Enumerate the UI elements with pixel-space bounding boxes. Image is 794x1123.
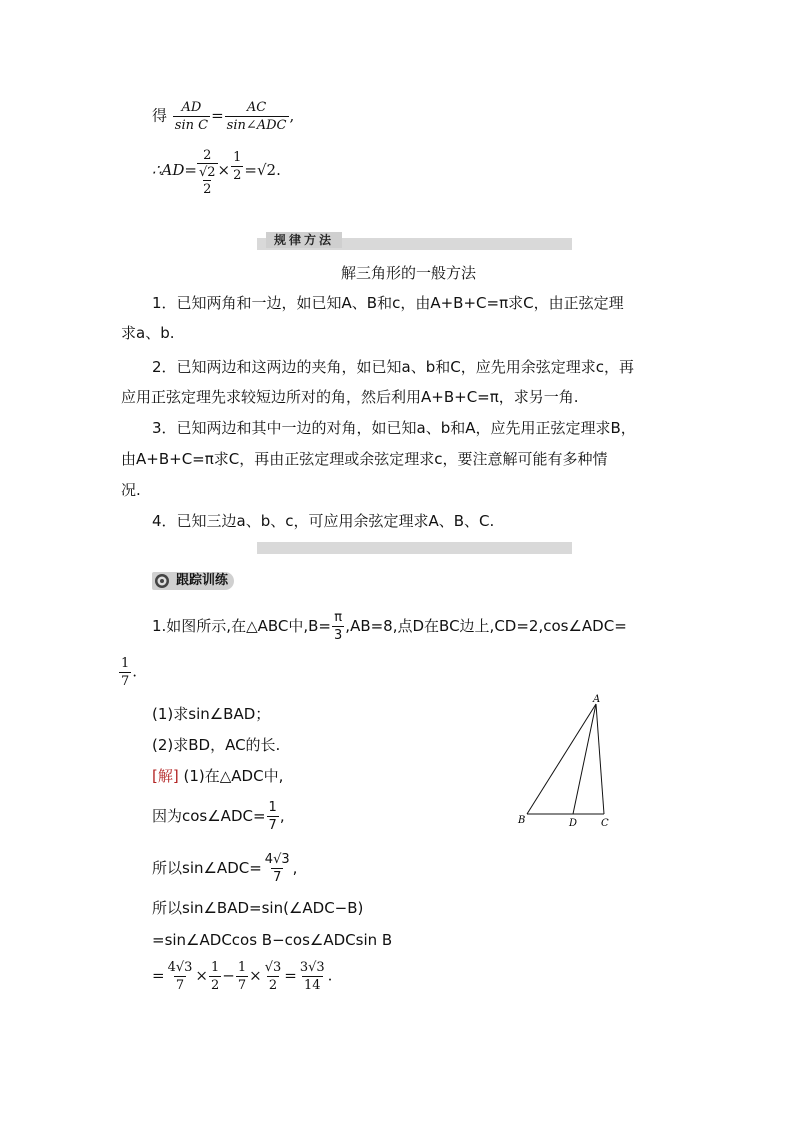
numerator: π <box>334 610 343 625</box>
denominator: 7 <box>268 818 277 833</box>
operator: = <box>284 966 297 985</box>
line3-lead: 所以sin∠ADC= <box>152 859 262 877</box>
fraction-ad-sinc <box>173 100 210 133</box>
method-banner-label: 规律方法 <box>266 232 342 248</box>
numerator: 4√3 <box>264 852 290 867</box>
side-ac <box>596 704 604 814</box>
label-d: D <box>569 818 578 829</box>
question-2: (2)求BD，AC的长. <box>152 736 281 754</box>
problem-statement-line-1 <box>152 610 627 643</box>
fraction-4 <box>263 960 284 993</box>
fraction-1 <box>166 960 195 993</box>
comma: , <box>289 106 295 125</box>
operator: × <box>249 966 262 985</box>
prefix-text: 得 <box>152 106 168 125</box>
line6-lead: = <box>152 966 165 985</box>
denominator: 7 <box>121 674 130 689</box>
method-para-1-line-2: 求a、b. <box>121 324 175 342</box>
numerator: AC <box>246 100 267 115</box>
numerator: 3√3 <box>299 960 325 975</box>
numerator: 1 <box>268 800 277 815</box>
denominator: 2 <box>210 978 220 993</box>
denominator: sin∠ADC <box>226 118 287 133</box>
denominator: 7 <box>273 870 282 885</box>
solution-line-1 <box>152 766 283 786</box>
solution-line-2 <box>152 800 285 833</box>
solution-line-3 <box>152 852 297 885</box>
denominator: 7 <box>237 978 247 993</box>
denominator: 7 <box>175 978 185 993</box>
problem-statement-line-2 <box>118 656 137 689</box>
denominator: 3 <box>334 628 343 643</box>
equals-sign: = <box>211 106 224 125</box>
fraction <box>263 852 292 885</box>
fraction <box>267 800 279 833</box>
ad-equation <box>152 148 281 197</box>
comma: , <box>279 807 285 825</box>
segment-ad <box>573 704 596 814</box>
problem-intro: 1.如图所示,在△ABC中,B= <box>152 617 332 635</box>
compound-numerator: 2 <box>203 148 212 163</box>
solution-line-5: =sin∠ADCcos B−cos∠ADCsin B <box>152 931 393 949</box>
ad-lead: ∴AD= <box>152 161 197 179</box>
fraction-ac-sinadc <box>225 100 289 133</box>
compound-denominator <box>197 163 218 197</box>
inner-numerator: √2 <box>198 165 216 180</box>
denominator: sin C <box>174 118 209 133</box>
solution-tag: [解] <box>152 767 179 785</box>
numerator: AD <box>181 100 202 115</box>
fraction-5 <box>298 960 327 993</box>
label-c: C <box>601 818 609 829</box>
method-para-1-line-1: 1．已知两角和一边，如已知A、B和c，由A+B+C=π求C，由正弦定理 <box>152 294 624 312</box>
solution-line-6 <box>152 960 332 993</box>
method-para-3-line-1: 3．已知两边和其中一边的对角，如已知a、b和A，应先用正弦定理求B， <box>152 419 636 437</box>
compound-fraction <box>197 148 218 197</box>
solution-line-4: 所以sin∠BAD=sin(∠ADC−B) <box>152 899 364 917</box>
method-para-4-line-1: 4．已知三边a、b、c，可应用余弦定理求A、B、C. <box>152 512 495 530</box>
numerator: 4√3 <box>167 960 193 975</box>
cos-fraction <box>119 656 131 689</box>
fraction-2 <box>209 960 221 993</box>
track-label: 跟踪训练 <box>176 573 229 588</box>
comma: , <box>292 859 298 877</box>
solution-line-1-text: (1)在△ADC中, <box>183 767 284 785</box>
method-title: 解三角形的一般方法 <box>341 264 477 282</box>
side-ab <box>527 704 596 814</box>
question-1: (1)求sin∠BAD； <box>152 705 271 723</box>
inner-denominator: 2 <box>203 182 212 197</box>
times-sign: × <box>217 161 231 179</box>
denominator: 2 <box>268 978 278 993</box>
numerator: 1 <box>237 960 247 975</box>
method-para-3-line-2: 由A+B+C=π求C，再由正弦定理或余弦定理求c，要注意解可能有多种情 <box>121 450 608 468</box>
method-para-2-line-2: 应用正弦定理先求较短边所对的角，然后利用A+B+C=π，求另一角. <box>121 388 579 406</box>
method-para-2-line-1: 2．已知两边和这两边的夹角，如已知a、b和C，应先用余弦定理求c，再 <box>152 358 634 376</box>
result-text: =√2. <box>244 161 281 179</box>
track-training-tag <box>152 572 234 590</box>
period: . <box>132 662 138 681</box>
operator: − <box>222 966 235 985</box>
problem-rest: ,AB=8,点D在BC边上,CD=2,cos∠ADC= <box>345 617 627 635</box>
method-end-bar <box>257 542 572 554</box>
triangle-figure <box>510 690 620 830</box>
numerator: 1 <box>121 656 130 671</box>
denominator: 14 <box>303 978 321 993</box>
numerator: √3 <box>264 960 282 975</box>
target-icon <box>154 573 170 589</box>
ratio-equation <box>152 100 294 133</box>
period: . <box>327 966 333 985</box>
numerator: 1 <box>233 150 242 165</box>
denominator: 2 <box>233 168 242 183</box>
numerator: 1 <box>210 960 220 975</box>
label-b: B <box>518 815 526 826</box>
angle-b-fraction <box>332 610 344 643</box>
method-para-3-line-3: 况. <box>121 481 141 499</box>
fraction-half <box>231 150 243 183</box>
fraction-3 <box>236 960 248 993</box>
line2-lead: 因为cos∠ADC= <box>152 807 266 825</box>
operator: × <box>195 966 208 985</box>
label-a: A <box>593 694 601 705</box>
